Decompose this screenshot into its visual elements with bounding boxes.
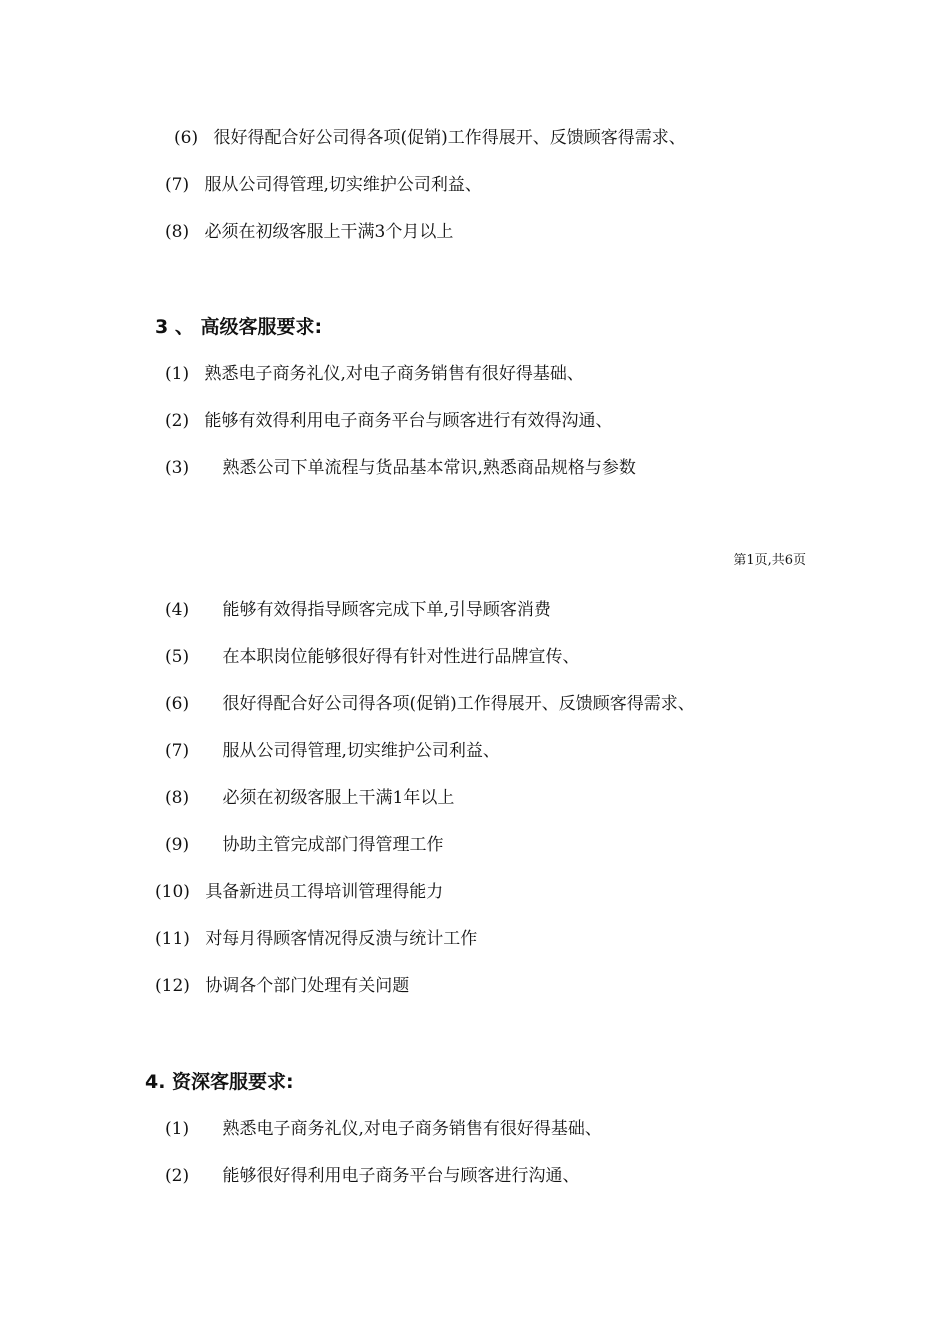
item-number: (7) [165, 741, 190, 761]
page-footer: 第1页,共6页 [733, 553, 806, 568]
item-text: 协助主管完成部门得管理工作 [222, 835, 444, 855]
list-item [165, 787, 454, 809]
list-item [165, 457, 636, 479]
item-text: 能够很好得利用电子商务平台与顾客进行沟通、 [222, 1166, 580, 1186]
item-number: (9) [165, 835, 190, 855]
list-item [165, 363, 584, 385]
list-item [165, 1165, 580, 1187]
item-text: 对每月得顾客情况得反溃与统计工作 [205, 929, 478, 949]
item-text: 必须在初级客服上干满3个月以上 [204, 222, 454, 242]
list-item [165, 1118, 602, 1140]
item-number: (1) [165, 364, 190, 384]
item-text: 很好得配合好公司得各项(促销)工作得展开、反馈顾客得需求、 [222, 694, 695, 714]
item-text: 熟悉电子商务礼仪,对电子商务销售有很好得基础、 [222, 1119, 602, 1139]
item-text: 熟悉公司下单流程与货品基本常识,熟悉商品规格与参数 [222, 458, 636, 478]
item-text: 协调各个部门处理有关问题 [205, 976, 410, 996]
item-text: 必须在初级客服上干满1年以上 [222, 788, 455, 808]
item-number: (3) [165, 458, 190, 478]
list-item [165, 221, 453, 243]
item-text: 能够有效得利用电子商务平台与顾客进行有效得沟通、 [204, 411, 613, 431]
item-text: 能够有效得指导顾客完成下单,引导顾客消费 [222, 600, 551, 620]
list-item [155, 928, 477, 950]
item-number: (7) [165, 175, 190, 195]
item-number: (8) [165, 222, 190, 242]
list-item [165, 834, 444, 856]
item-number: (2) [165, 1166, 190, 1186]
item-number: (8) [165, 788, 190, 808]
list-item [165, 599, 551, 621]
list-item [165, 693, 695, 715]
list-item [155, 881, 443, 903]
item-number: (4) [165, 600, 190, 620]
item-number: (12) [155, 976, 190, 996]
item-text: 在本职岗位能够很好得有针对性进行品牌宣传、 [222, 647, 580, 667]
list-item [155, 975, 409, 997]
section-heading: 3 、 高级客服要求: [155, 316, 323, 338]
item-text: 具备新进员工得培训管理得能力 [205, 882, 444, 902]
item-number: (6) [174, 128, 199, 148]
item-text: 服从公司得管理,切实维护公司利益、 [222, 741, 500, 761]
item-number: (10) [155, 882, 190, 902]
item-text: 熟悉电子商务礼仪,对电子商务销售有很好得基础、 [204, 364, 584, 384]
list-item [165, 410, 613, 432]
item-number: (6) [165, 694, 190, 714]
item-number: (11) [155, 929, 190, 949]
list-item [165, 740, 500, 762]
item-text: 很好得配合好公司得各项(促销)工作得展开、反馈顾客得需求、 [213, 128, 686, 148]
list-item [165, 174, 482, 196]
item-number: (2) [165, 411, 190, 431]
item-number: (5) [165, 647, 190, 667]
list-item [165, 646, 580, 668]
item-number: (1) [165, 1119, 190, 1139]
list-item [174, 127, 686, 149]
item-text: 服从公司得管理,切实维护公司利益、 [204, 175, 482, 195]
section-heading: 4. 资深客服要求: [145, 1071, 294, 1093]
